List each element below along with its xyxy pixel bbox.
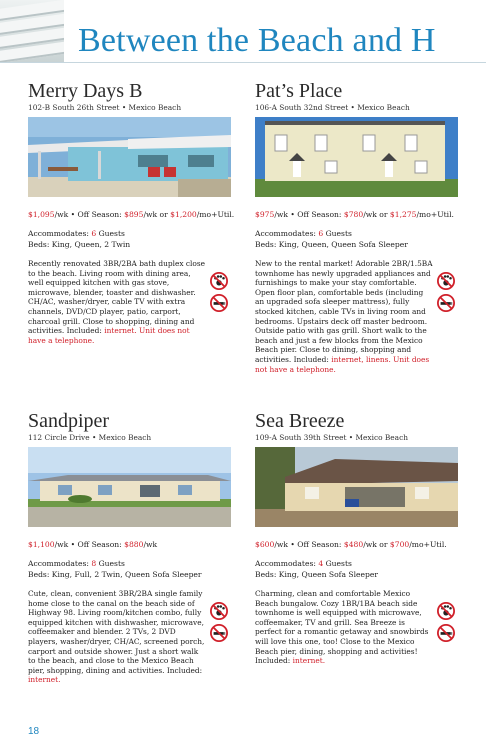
listing-description: Recently renovated 3BR/2BA bath duplex close to the beach. Living room with dining area, well equipped kitchen with gas stove, microwave, blender, toaster and dishwasher. CH/AC, washer/dryer, cable TV with extra channels, DVD/CD player, patio, carport, charcoal grill. Close to shopping, dining and activities. Included: internet. Unit does not have a telephone. xyxy=(28,259,206,345)
included-amenities: internet. Unit does not have a telephone. xyxy=(28,326,190,345)
accommodates: Accommodates: 6 Guests xyxy=(255,229,352,238)
rate-weekly: $975 xyxy=(255,210,275,219)
rate-off-season: $480 xyxy=(343,540,364,549)
listing-description: Charming, clean and comfortable Mexico Beach bungalow. Cozy 1BR/1BA beach side townhome is well equipped with microwave, coffeemaker, TV and grill. Sea Breeze is perfect for a romantic getaway and snowbirds will love this one, too! Close to the Mexico Beach pier, dining, shopping and activities! Included: internet. xyxy=(255,589,429,666)
listing-address: 106-A South 32nd Street • Mexico Beach xyxy=(255,103,410,112)
listing-photo xyxy=(255,117,458,197)
listing-photo xyxy=(255,447,458,527)
no-pets-icon xyxy=(437,602,455,620)
listing-title: Pat’s Place xyxy=(255,80,343,102)
corner-photo-siding xyxy=(0,0,64,62)
listing-title: Sea Breeze xyxy=(255,410,345,432)
rate-weekly: $1,100 xyxy=(28,540,55,549)
beds: Beds: King, Queen, 2 Twin xyxy=(28,240,131,249)
listing-sea-breeze xyxy=(255,410,455,666)
rate-weekly: $1,095 xyxy=(28,210,55,219)
listing-photo xyxy=(28,447,231,527)
rate-off-season: $880 xyxy=(124,540,144,549)
no-smoking-icon xyxy=(210,624,228,642)
beds: Beds: King, Queen Sofa Sleeper xyxy=(255,570,379,579)
listing-pats-place xyxy=(255,80,455,374)
listing-rates: $1,100/wk • Off Season: $880/wk xyxy=(28,540,158,549)
listing-address: 112 Circle Drive • Mexico Beach xyxy=(28,433,152,442)
listing-rates: $975/wk • Off Season: $780/wk or $1,275/mo+Util. xyxy=(255,210,454,219)
listing-description: New to the rental market! Adorable 2BR/1.5BA townhome has newly upgraded appliances and furnishings to make your stay comfortable. Open floor plan, comfortable beds (including an upgraded sofa sleeper mattress), fully stocked kitchen, cable TVs in living room and bedrooms. Upstairs deck off master bedroom. Outside patio with gas grill. Short walk to the beach and just a few blocks from the Mexico Beach pier. Close to dining, shopping and activities. Included: internet, linens. Unit does not have a telephone. xyxy=(255,259,433,374)
included-amenities: internet. xyxy=(28,675,61,685)
rate-monthly: $1,200 xyxy=(170,210,197,219)
listing-merry-days-b xyxy=(28,80,235,345)
accommodates: Accommodates: 4 Guests xyxy=(255,559,352,568)
rate-off-season: $895 xyxy=(124,210,144,219)
rate-weekly: $600 xyxy=(255,540,275,549)
beds: Beds: King, Queen, Queen Sofa Sleeper xyxy=(255,240,408,249)
listing-address: 109-A South 39th Street • Mexico Beach xyxy=(255,433,408,442)
included-amenities: internet. xyxy=(292,656,326,666)
listing-rates: $1,095/wk • Off Season: $895/wk or $1,200/mo+Util. xyxy=(28,210,235,219)
listing-sandpiper xyxy=(28,410,228,685)
accommodates: Accommodates: 6 Guests xyxy=(28,229,125,238)
included-amenities: internet, linens. Unit does not have a telephone. xyxy=(255,354,430,374)
no-pets-icon xyxy=(437,272,455,290)
listing-icons xyxy=(210,602,230,646)
no-smoking-icon xyxy=(210,294,228,312)
listing-icons xyxy=(210,272,230,316)
listing-icons xyxy=(437,602,457,646)
beds: Beds: King, Full, 2 Twin, Queen Sofa Sleeper xyxy=(28,570,202,579)
header-rule xyxy=(0,62,486,63)
listing-title: Sandpiper xyxy=(28,410,110,432)
no-smoking-icon xyxy=(437,624,455,642)
listing-title: Merry Days B xyxy=(28,80,143,102)
rate-monthly: $700 xyxy=(389,540,410,549)
page-number: 18 xyxy=(28,726,40,737)
no-pets-icon xyxy=(210,272,228,290)
rate-monthly: $1,275 xyxy=(389,210,417,219)
listing-icons xyxy=(437,272,457,316)
page-title: Between the Beach and H xyxy=(78,22,436,59)
listing-description: Cute, clean, convenient 3BR/2BA single family home close to the canal on the beach side of Highway 98. Living room/kitchen combo, fully equipped kitchen with dishwasher, microwave, coffeemaker and blender. 2 TVs, 2 DVD players, washer/dryer, CH/AC, screened porch, carport and outside shower. Just a short walk to the beach, and close to the Mexico Beach pier, shopping, dining and activities. Included: internet. xyxy=(28,589,205,685)
no-smoking-icon xyxy=(437,294,455,312)
rate-off-season: $780 xyxy=(343,210,364,219)
accommodates: Accommodates: 8 Guests xyxy=(28,559,125,568)
listing-photo xyxy=(28,117,231,197)
no-pets-icon xyxy=(210,602,228,620)
listing-rates: $600/wk • Off Season: $480/wk or $700/mo+Util. xyxy=(255,540,447,549)
listing-address: 102-B South 26th Street • Mexico Beach xyxy=(28,103,182,112)
